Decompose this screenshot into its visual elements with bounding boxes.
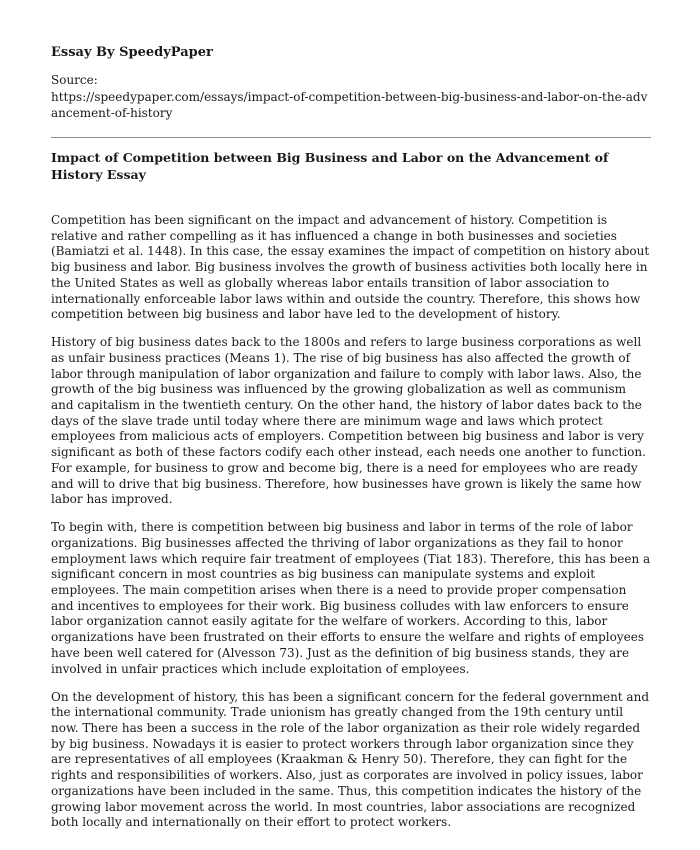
source-block bbox=[51, 72, 651, 122]
essay-paragraph: On the development of history, this has been a significant concern for the federal government and the international community. Trade unionism has greatly changed from the 19th century until now. There has been a success in the role of the labor organization as their role widely regarded by big business. Nowadays it is easier to protect workers through labor organization since they are representatives of all employees (Kraakman & Henry 50). Therefore, they can fight for the rights and responsibilities of workers. Also, just as corporates are involved in policy issues, labor organizations have been included in the same. Thus, this competition indicates the history of the growing labor movement across the world. In most countries, labor associations are recognized both locally and internationally on their effort to protect workers. bbox=[51, 689, 649, 830]
page-header-title: Essay By SpeedyPaper bbox=[51, 45, 213, 60]
essay-title: Impact of Competition between Big Business and Labor on the Advancement of History Essay bbox=[51, 150, 609, 182]
essay-paragraph: To begin with, there is competition between big business and labor in terms of the role of labor organizations. Big businesses affected the thriving of labor organizations as they fail to honor employment laws which require fair treatment of employees (Tiat 183). Therefore, this has been a significant concern in most countries as big business can manipulate systems and exploit employees. The main competition arises when there is a need to provide proper compensation and incentives to employees for their work. Big business colludes with law enforcers to ensure labor organization cannot easily agitate for the welfare of workers. According to this, labor organizations have been frustrated on their efforts to ensure the welfare and rights of employees have been well catered for (Alvesson 73). Just as the definition of big business stands, they are involved in unfair practices which include exploitation of employees. bbox=[51, 520, 651, 676]
header-divider bbox=[51, 137, 651, 138]
source-url[interactable]: https://speedypaper.com/essays/impact-of-competition-between-big-business-and-labor-on-the-advancement-of-history bbox=[51, 89, 648, 120]
source-label: Source: bbox=[51, 73, 98, 87]
essay-body bbox=[51, 213, 651, 843]
essay-paragraph: Competition has been significant on the impact and advancement of history. Competition is relative and rather compelling as it has influenced a change in both businesses and societies (Bamiatzi et al. 1448). In this case, the essay examines the impact of competition on history about big business and labor. Big business involves the growth of business activities both locally here in the United States as well as globally whereas labor entails transition of labor association to internationally enforceable labor laws within and outside the country. Therefore, this shows how competition between big business and labor have led to the development of history. bbox=[51, 213, 650, 322]
essay-paragraph: History of big business dates back to the 1800s and refers to large business corporations as well as unfair business practices (Means 1). The rise of big business has also affected the growth of labor through manipulation of labor organization and failure to comply with labor laws. Also, the growth of the big business was influenced by the growing globalization as well as communism and capitalism in the twentieth century. On the other hand, the history of labor dates back to the days of the slave trade until today where there are minimum wage and laws which protect employees from malicious acts of employers. Competition between big business and labor is very significant as both of these factors codify each other instead, each needs one another to function. For example, for business to grow and become big, there is a need for employees who are ready and will to drive that big business. Therefore, how businesses have grown is likely the same how labor has improved. bbox=[51, 335, 646, 507]
